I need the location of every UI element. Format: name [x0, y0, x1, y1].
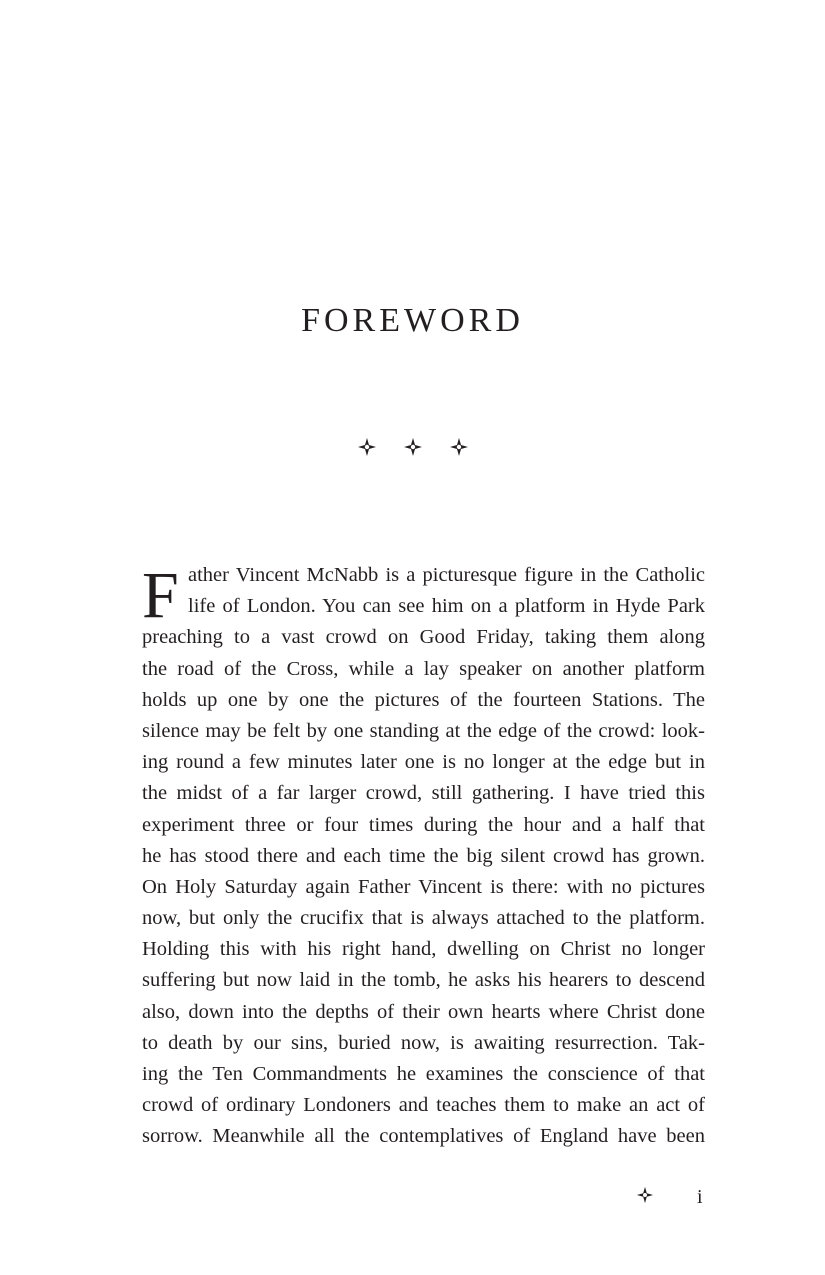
text-line: preaching to a vast crowd on Good Friday, taking them along — [142, 626, 705, 649]
chapter-heading: FOREWORD — [301, 302, 524, 339]
text-line: crowd of ordinary Londoners and teaches them to make an act of — [142, 1094, 705, 1117]
text-line: ing the Ten Commandments he examines the conscience of that — [142, 1063, 705, 1085]
text-line: the road of the Cross, while a lay speaker on another platform — [142, 657, 705, 680]
fleuron-star-icon — [403, 437, 423, 457]
text-line: ather Vincent McNabb is a picturesque figure in the Catholic — [188, 564, 705, 586]
page-number: i — [697, 1186, 703, 1208]
foreword-text — [142, 560, 705, 1153]
footer-fleuron-icon — [636, 1186, 654, 1204]
drop-cap: F — [142, 559, 179, 632]
ornament-divider — [0, 437, 825, 457]
text-line: to death by our sins, buried now, is awaiting resurrection. Tak- — [142, 1031, 705, 1054]
text-line: suffering but now laid in the tomb, he asks his hearers to descend — [142, 969, 705, 992]
fleuron-star-icon — [449, 437, 469, 457]
text-line: holds up one by one the pictures of the fourteen Stations. The — [142, 688, 705, 711]
text-line: Holding this with his right hand, dwelling on Christ no longer — [142, 938, 705, 961]
fleuron-star-icon — [357, 437, 377, 457]
text-line: the midst of a far larger crowd, still gathering. I have tried this — [142, 782, 705, 805]
text-line: life of London. You can see him on a platform in Hyde Park — [188, 595, 705, 618]
text-line: On Holy Saturday again Father Vincent is there: with no pictures — [142, 875, 705, 898]
text-line: sorrow. Meanwhile all the contemplatives of England have been — [142, 1125, 705, 1148]
text-line: ing round a few minutes later one is no longer at the edge but in — [142, 751, 705, 774]
text-line: experiment three or four times during the hour and a half that — [142, 813, 705, 836]
text-line: silence may be felt by one standing at the edge of the crowd: look- — [142, 719, 705, 742]
text-line: also, down into the depths of their own hearts where Christ done — [142, 1000, 705, 1023]
text-line: now, but only the crucifix that is always attached to the platform. — [142, 907, 705, 930]
text-line: he has stood there and each time the big silent crowd has grown. — [142, 844, 705, 867]
